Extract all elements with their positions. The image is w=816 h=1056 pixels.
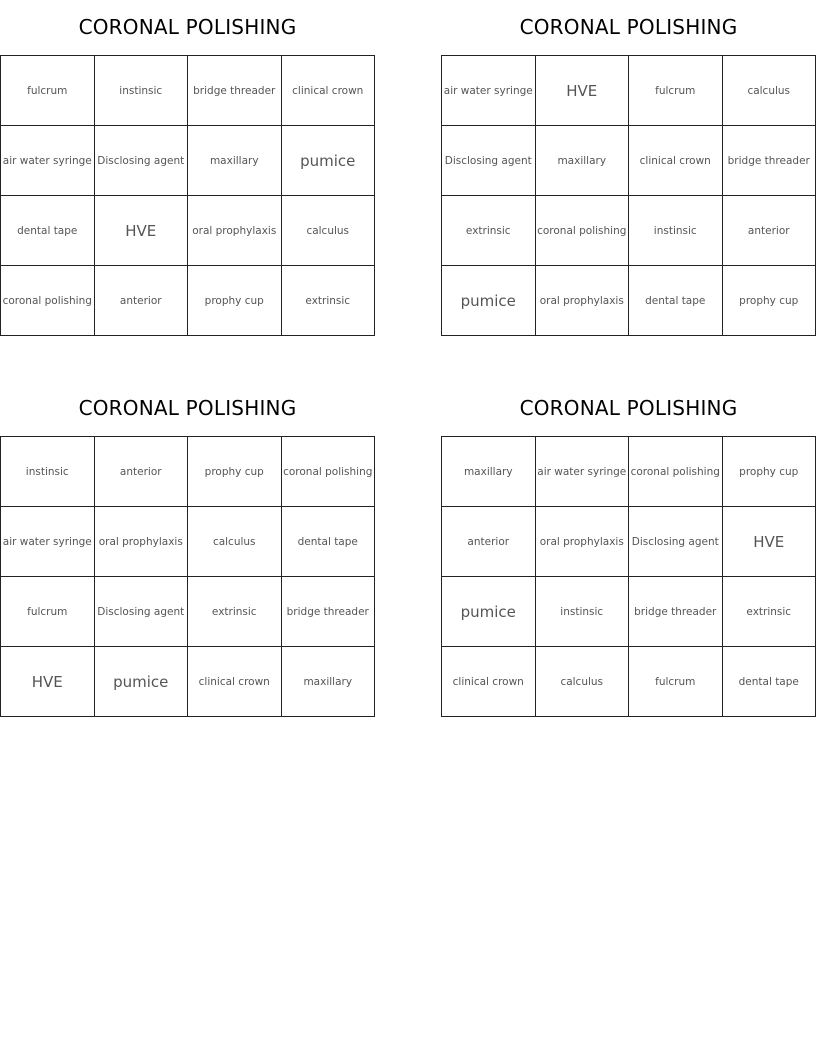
bingo-cell: bridge threader — [188, 56, 282, 126]
card-title: CORONAL POLISHING — [78, 396, 297, 420]
bingo-cell: maxillary — [536, 126, 630, 196]
bingo-cell: pumice — [282, 126, 376, 196]
bingo-cell: instinsic — [629, 196, 723, 266]
bingo-grid — [0, 55, 375, 336]
bingo-cell: clinical crown — [629, 126, 723, 196]
bingo-cell: extrinsic — [442, 196, 536, 266]
bingo-cell: coronal polishing — [536, 196, 630, 266]
bingo-cell: extrinsic — [188, 577, 282, 647]
bingo-cell: calculus — [282, 196, 376, 266]
bingo-cell: bridge threader — [282, 577, 376, 647]
bingo-card-1 — [0, 0, 375, 336]
bingo-cell: fulcrum — [1, 56, 95, 126]
bingo-cell: maxillary — [442, 437, 536, 507]
card-title: CORONAL POLISHING — [519, 15, 738, 39]
bingo-cell: HVE — [95, 196, 189, 266]
bingo-cell: anterior — [95, 437, 189, 507]
bingo-card-2 — [441, 0, 816, 336]
card-title: CORONAL POLISHING — [78, 15, 297, 39]
bingo-cell: bridge threader — [629, 577, 723, 647]
card-title: CORONAL POLISHING — [519, 396, 738, 420]
bingo-cell: instinsic — [536, 577, 630, 647]
bingo-cell: coronal polishing — [1, 266, 95, 336]
bingo-cell: air water syringe — [536, 437, 630, 507]
bingo-cell: dental tape — [629, 266, 723, 336]
bingo-cell: fulcrum — [629, 647, 723, 717]
bingo-cell: coronal polishing — [282, 437, 376, 507]
bingo-cell: clinical crown — [188, 647, 282, 717]
bingo-cell: oral prophylaxis — [95, 507, 189, 577]
bingo-cell: maxillary — [188, 126, 282, 196]
bingo-cell: anterior — [95, 266, 189, 336]
bingo-cell: calculus — [188, 507, 282, 577]
bingo-cell: fulcrum — [629, 56, 723, 126]
bingo-cell: clinical crown — [442, 647, 536, 717]
bingo-grid — [0, 436, 375, 717]
bingo-cell: instinsic — [95, 56, 189, 126]
bingo-cell: instinsic — [1, 437, 95, 507]
bingo-cell: HVE — [536, 56, 630, 126]
bingo-cell: prophy cup — [723, 266, 816, 336]
bingo-cell: maxillary — [282, 647, 376, 717]
bingo-cell: HVE — [723, 507, 816, 577]
bingo-cell: extrinsic — [282, 266, 376, 336]
bingo-cell: bridge threader — [723, 126, 816, 196]
bingo-card-3 — [0, 381, 375, 717]
bingo-cell: oral prophylaxis — [188, 196, 282, 266]
bingo-cell: oral prophylaxis — [536, 266, 630, 336]
bingo-cell: coronal polishing — [629, 437, 723, 507]
bingo-cell: oral prophylaxis — [536, 507, 630, 577]
bingo-cell: Disclosing agent — [95, 126, 189, 196]
bingo-cell: dental tape — [723, 647, 816, 717]
bingo-cell: Disclosing agent — [629, 507, 723, 577]
bingo-cell: prophy cup — [723, 437, 816, 507]
bingo-cell: HVE — [1, 647, 95, 717]
bingo-cell: calculus — [536, 647, 630, 717]
bingo-cell: anterior — [723, 196, 816, 266]
bingo-cell: prophy cup — [188, 437, 282, 507]
bingo-cell: fulcrum — [1, 577, 95, 647]
bingo-cell: air water syringe — [1, 507, 95, 577]
bingo-cell: pumice — [95, 647, 189, 717]
bingo-cell: air water syringe — [442, 56, 536, 126]
bingo-cell: pumice — [442, 577, 536, 647]
bingo-cell: clinical crown — [282, 56, 376, 126]
bingo-cell: calculus — [723, 56, 816, 126]
bingo-cell: pumice — [442, 266, 536, 336]
bingo-cell: Disclosing agent — [442, 126, 536, 196]
bingo-cell: anterior — [442, 507, 536, 577]
bingo-cell: Disclosing agent — [95, 577, 189, 647]
bingo-grid — [441, 436, 816, 717]
bingo-cell: dental tape — [282, 507, 376, 577]
bingo-cell: prophy cup — [188, 266, 282, 336]
bingo-cell: dental tape — [1, 196, 95, 266]
bingo-card-4 — [441, 381, 816, 717]
bingo-grid — [441, 55, 816, 336]
bingo-cell: extrinsic — [723, 577, 816, 647]
bingo-cell: air water syringe — [1, 126, 95, 196]
